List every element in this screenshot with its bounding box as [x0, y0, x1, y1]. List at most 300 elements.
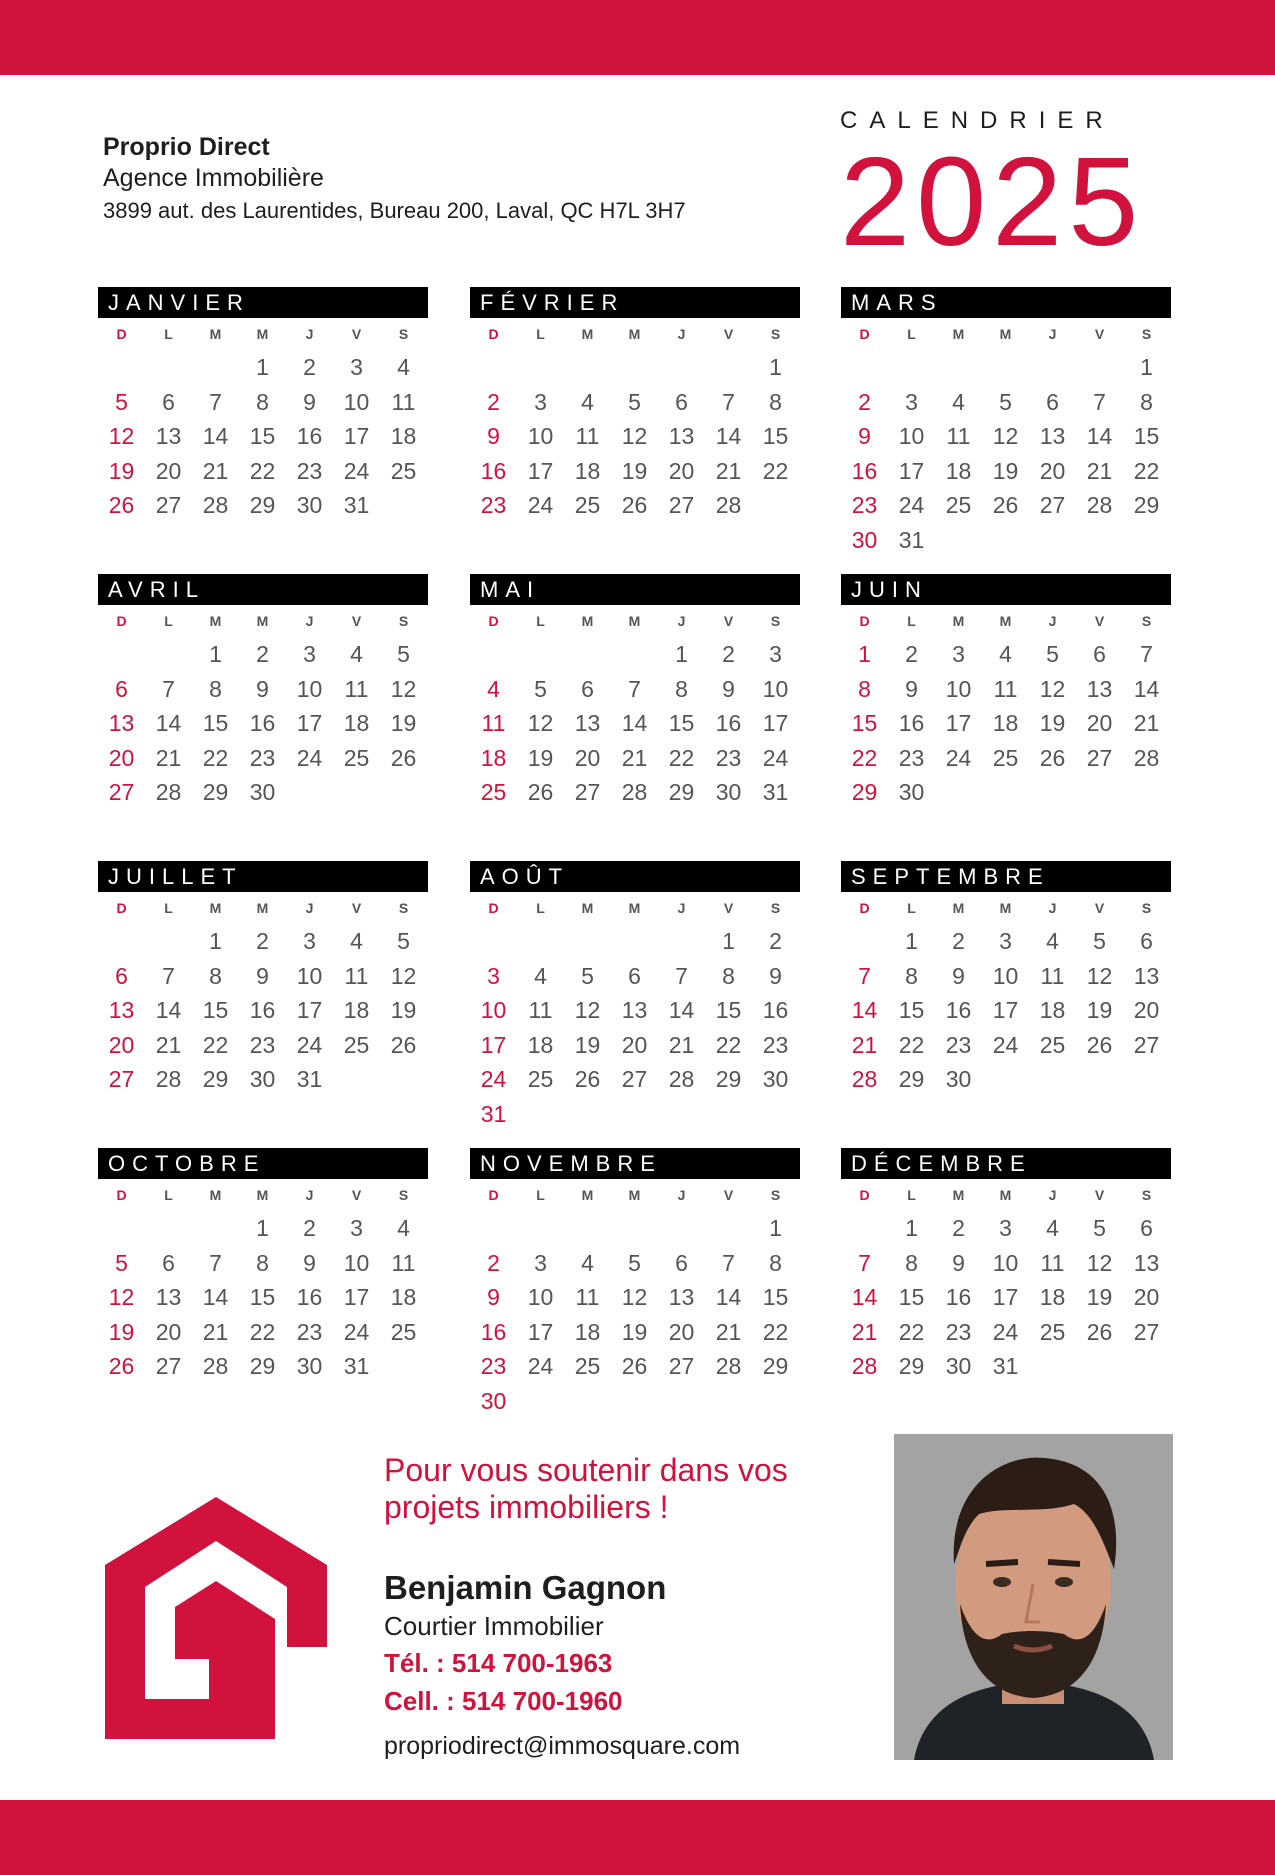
day-number: 21: [155, 744, 182, 771]
day-number: 29: [202, 1066, 229, 1092]
day-number: 10: [480, 997, 507, 1023]
day-number: 3: [303, 928, 316, 954]
day-number: 29: [898, 1066, 925, 1092]
weekday-letter: D: [116, 613, 127, 629]
day-number: 1: [209, 928, 222, 954]
day-number: 5: [999, 388, 1012, 415]
day-number: 19: [621, 1318, 648, 1345]
day-number: 12: [1086, 962, 1113, 989]
day-number: 15: [202, 710, 229, 736]
weekday-letter: M: [209, 326, 222, 342]
day-number: 21: [202, 457, 229, 484]
day-number: 5: [628, 1249, 641, 1276]
day-number: 13: [1086, 675, 1113, 702]
day-number: 9: [256, 962, 269, 989]
day-number: 18: [574, 1318, 601, 1345]
weekday-letter: D: [116, 1187, 127, 1203]
weekday-letter: V: [723, 326, 734, 342]
day-number: 5: [397, 641, 410, 667]
agent-phone: Tél. : 514 700-1963: [384, 1648, 613, 1678]
month-name: SEPTEMBRE: [841, 861, 1171, 892]
weekday-row: [841, 322, 1171, 346]
day-number: 7: [675, 962, 688, 989]
day-number: 18: [343, 997, 370, 1023]
day-number: 18: [390, 423, 417, 449]
day-number: 19: [992, 457, 1019, 484]
calendar-year: 2025: [840, 131, 1145, 272]
day-empty: [98, 1211, 145, 1246]
weekday-letter: V: [1094, 1187, 1105, 1203]
weekday-letter: S: [770, 326, 781, 342]
day-number: 7: [209, 388, 222, 415]
day-number: 21: [202, 1318, 229, 1345]
weekday-row: [98, 1183, 428, 1207]
day-number: 4: [581, 1249, 594, 1276]
weekday-letter: S: [398, 1187, 409, 1203]
day-number: 20: [155, 457, 182, 484]
weekday-letter: M: [999, 326, 1012, 342]
day-number: 3: [905, 388, 918, 415]
weekday-letter: L: [536, 613, 545, 629]
day-number: 4: [397, 354, 410, 380]
day-number: 6: [162, 388, 175, 415]
day-number: 29: [762, 1353, 789, 1379]
day-number: 19: [621, 457, 648, 484]
weekday-letter: D: [488, 613, 499, 629]
day-number: 9: [487, 1284, 500, 1310]
day-number: 2: [256, 928, 269, 954]
month-name: AVRIL: [98, 574, 428, 605]
agent-title: Courtier Immobilier: [384, 1611, 604, 1641]
day-number: 10: [945, 675, 972, 702]
day-empty: [145, 637, 192, 672]
day-number: 16: [851, 457, 878, 484]
day-number: 2: [905, 641, 918, 667]
weekday-letter: L: [907, 1187, 916, 1203]
day-number: 18: [343, 710, 370, 736]
day-number: 13: [108, 997, 135, 1023]
day-number: 14: [715, 1284, 742, 1310]
day-number: 8: [256, 388, 269, 415]
day-number: 22: [898, 1318, 925, 1345]
month-name: JUILLET: [98, 861, 428, 892]
day-number: 4: [350, 641, 363, 667]
month-name: AOÛT: [470, 861, 800, 892]
day-number: 25: [480, 779, 507, 805]
month-block: [470, 861, 800, 1131]
day-number: 5: [1093, 928, 1106, 954]
day-number: 16: [715, 710, 742, 736]
weekday-row: [470, 322, 800, 346]
weekday-letter: S: [1141, 326, 1152, 342]
day-number: 15: [668, 710, 695, 736]
day-number: 31: [343, 492, 370, 518]
day-number: 10: [992, 962, 1019, 989]
agent-email[interactable]: propriodirect@immosquare.com: [384, 1732, 741, 1760]
day-number: 25: [574, 492, 601, 518]
day-empty: [841, 350, 888, 385]
day-number: 28: [202, 1353, 229, 1379]
day-number: 27: [108, 1066, 135, 1092]
day-number: 25: [390, 1318, 417, 1345]
day-number: 23: [945, 1318, 972, 1345]
day-number: 27: [155, 492, 182, 518]
day-number: 2: [487, 388, 500, 415]
day-number: 30: [296, 1353, 323, 1379]
day-number: 13: [621, 997, 648, 1023]
day-number: 7: [162, 962, 175, 989]
day-number: 27: [668, 492, 695, 518]
month-name: JUIN: [841, 574, 1171, 605]
day-number: 13: [1133, 1249, 1160, 1276]
day-number: 9: [769, 962, 782, 989]
day-number: 8: [256, 1249, 269, 1276]
weekday-row: [470, 896, 800, 920]
day-number: 5: [1046, 641, 1059, 667]
day-number: 5: [628, 388, 641, 415]
day-empty: [888, 350, 935, 385]
weekday-letter: V: [351, 326, 362, 342]
day-number: 25: [527, 1066, 554, 1092]
day-number: 1: [209, 641, 222, 667]
day-number: 20: [1086, 710, 1113, 736]
weekday-letter: L: [907, 900, 916, 916]
day-number: 6: [115, 962, 128, 989]
day-number: 9: [952, 962, 965, 989]
agency-block: [103, 132, 686, 228]
weekday-letter: M: [952, 1187, 965, 1203]
day-empty: [1076, 350, 1123, 385]
day-number: 14: [851, 1284, 878, 1310]
month-block: [841, 1148, 1171, 1384]
day-empty: [564, 637, 611, 672]
month-block: [470, 1148, 800, 1418]
day-number: 3: [350, 354, 363, 380]
weekday-row: [841, 1183, 1171, 1207]
day-number: 19: [1086, 997, 1113, 1023]
day-number: 2: [487, 1249, 500, 1276]
day-number: 26: [390, 744, 417, 771]
calendar-header: [840, 106, 1180, 272]
weekday-letter: M: [581, 326, 594, 342]
weekday-letter: J: [1048, 326, 1057, 342]
day-number: 12: [992, 423, 1019, 449]
day-grid: [98, 350, 428, 523]
day-number: 23: [296, 1318, 323, 1345]
day-number: 13: [668, 1284, 695, 1310]
day-number: 22: [668, 744, 695, 771]
day-number: 28: [202, 492, 229, 518]
weekday-letter: M: [209, 1187, 222, 1203]
day-number: 31: [898, 526, 925, 553]
day-empty: [470, 924, 517, 959]
day-number: 12: [108, 1284, 135, 1310]
calendar-label: CALENDRIER: [840, 107, 1115, 134]
day-empty: [98, 637, 145, 672]
day-number: 21: [715, 457, 742, 484]
day-number: 13: [668, 423, 695, 449]
day-number: 6: [628, 962, 641, 989]
day-number: 10: [296, 675, 323, 702]
day-number: 29: [898, 1353, 925, 1379]
day-number: 5: [1093, 1215, 1106, 1241]
day-number: 18: [1039, 1284, 1066, 1310]
weekday-letter: J: [305, 1187, 314, 1203]
weekday-letter: J: [677, 326, 686, 342]
weekday-letter: J: [305, 900, 314, 916]
day-number: 12: [621, 423, 648, 449]
day-number: 8: [209, 962, 222, 989]
day-number: 15: [249, 423, 276, 449]
weekday-letter: L: [164, 613, 173, 629]
day-empty: [982, 350, 1029, 385]
day-number: 23: [249, 744, 276, 771]
day-number: 22: [762, 457, 789, 484]
day-number: 8: [209, 675, 222, 702]
day-number: 21: [668, 1031, 695, 1058]
weekday-letter: J: [1048, 1187, 1057, 1203]
day-number: 25: [1039, 1318, 1066, 1345]
day-grid: [841, 350, 1171, 557]
day-number: 14: [621, 710, 648, 736]
day-number: 15: [762, 423, 789, 449]
day-number: 16: [480, 457, 507, 484]
day-number: 24: [527, 492, 554, 518]
day-number: 18: [945, 457, 972, 484]
day-number: 9: [303, 388, 316, 415]
month-block: [841, 574, 1171, 810]
day-number: 22: [715, 1031, 742, 1058]
day-number: 4: [487, 675, 500, 702]
weekday-letter: L: [907, 326, 916, 342]
weekday-letter: M: [256, 1187, 269, 1203]
day-number: 25: [992, 744, 1019, 771]
day-number: 13: [155, 423, 182, 449]
day-number: 16: [945, 1284, 972, 1310]
month-block: [98, 861, 428, 1097]
day-number: 11: [575, 423, 600, 449]
month-name: JANVIER: [98, 287, 428, 318]
weekday-letter: D: [116, 900, 127, 916]
weekday-letter: M: [209, 900, 222, 916]
day-number: 28: [715, 492, 742, 518]
day-empty: [192, 350, 239, 385]
month-block: [98, 287, 428, 523]
day-number: 2: [303, 1215, 316, 1241]
day-number: 11: [391, 1249, 416, 1276]
day-number: 22: [1133, 457, 1160, 484]
day-number: 17: [992, 1284, 1019, 1310]
weekday-letter: J: [677, 1187, 686, 1203]
day-empty: [517, 1211, 564, 1246]
day-number: 6: [162, 1249, 175, 1276]
day-number: 16: [249, 710, 276, 736]
top-red-band: [0, 0, 1275, 75]
weekday-letter: D: [116, 326, 127, 342]
day-number: 10: [296, 962, 323, 989]
weekday-letter: M: [628, 613, 641, 629]
day-number: 20: [1133, 1284, 1160, 1310]
weekday-letter: L: [164, 1187, 173, 1203]
day-number: 29: [249, 1353, 276, 1379]
day-number: 10: [527, 423, 554, 449]
agent-cell: Cell. : 514 700-1960: [384, 1686, 623, 1716]
day-number: 8: [675, 675, 688, 702]
weekday-letter: D: [488, 326, 499, 342]
day-number: 7: [1140, 641, 1153, 667]
day-number: 5: [115, 1249, 128, 1276]
day-number: 4: [1046, 928, 1059, 954]
day-grid: [470, 350, 800, 523]
day-number: 29: [249, 492, 276, 518]
day-number: 12: [621, 1284, 648, 1310]
weekday-row: [470, 1183, 800, 1207]
weekday-letter: M: [628, 1187, 641, 1203]
day-number: 31: [992, 1353, 1019, 1379]
day-number: 18: [480, 744, 507, 771]
day-grid: [841, 924, 1171, 1097]
day-number: 11: [993, 675, 1018, 702]
day-number: 18: [390, 1284, 417, 1310]
day-empty: [935, 350, 982, 385]
day-empty: [611, 637, 658, 672]
month-block: [98, 574, 428, 810]
day-number: 9: [487, 423, 500, 449]
day-number: 21: [155, 1031, 182, 1058]
day-number: 10: [992, 1249, 1019, 1276]
day-number: 14: [715, 423, 742, 449]
day-number: 23: [762, 1031, 789, 1058]
day-number: 12: [527, 710, 554, 736]
day-number: 12: [1039, 675, 1066, 702]
day-grid: [470, 924, 800, 1131]
day-number: 6: [1140, 928, 1153, 954]
day-number: 2: [256, 641, 269, 667]
day-number: 13: [155, 1284, 182, 1310]
agent-name: Benjamin Gagnon: [384, 1569, 667, 1606]
day-number: 13: [574, 710, 601, 736]
day-number: 6: [1046, 388, 1059, 415]
day-number: 8: [769, 1249, 782, 1276]
day-number: 8: [769, 388, 782, 415]
day-number: 27: [1039, 492, 1066, 518]
day-number: 10: [762, 675, 789, 702]
day-number: 17: [762, 710, 789, 736]
day-number: 11: [1040, 962, 1065, 989]
day-number: 22: [898, 1031, 925, 1058]
day-number: 19: [390, 710, 417, 736]
day-empty: [192, 1211, 239, 1246]
weekday-letter: J: [305, 613, 314, 629]
weekday-letter: D: [859, 326, 870, 342]
day-number: 20: [574, 744, 601, 771]
day-number: 19: [108, 457, 135, 484]
day-number: 30: [851, 526, 878, 553]
day-number: 28: [851, 1066, 878, 1092]
day-number: 24: [945, 744, 972, 771]
day-number: 1: [905, 928, 918, 954]
day-number: 24: [527, 1353, 554, 1379]
day-number: 16: [296, 1284, 323, 1310]
slogan: Pour vous soutenir dans vos projets immobiliers !: [384, 1452, 788, 1525]
day-number: 26: [574, 1066, 601, 1092]
day-grid: [98, 1211, 428, 1384]
day-number: 20: [621, 1031, 648, 1058]
day-number: 17: [527, 457, 554, 484]
weekday-letter: M: [628, 326, 641, 342]
weekday-letter: V: [351, 1187, 362, 1203]
day-empty: [611, 350, 658, 385]
weekday-letter: M: [999, 900, 1012, 916]
weekday-letter: S: [1141, 900, 1152, 916]
day-number: 8: [905, 962, 918, 989]
day-number: 27: [108, 779, 135, 805]
weekday-letter: D: [859, 900, 870, 916]
month-block: [841, 287, 1171, 557]
day-number: 26: [1086, 1031, 1113, 1058]
day-number: 25: [1039, 1031, 1066, 1058]
day-number: 10: [343, 1249, 370, 1276]
day-number: 8: [858, 675, 871, 702]
day-number: 17: [480, 1031, 507, 1058]
day-number: 17: [992, 997, 1019, 1023]
day-number: 30: [480, 1387, 507, 1414]
day-number: 23: [296, 457, 323, 484]
day-number: 20: [1133, 997, 1160, 1023]
month-name: MAI: [470, 574, 800, 605]
day-empty: [705, 1211, 752, 1246]
day-number: 19: [527, 744, 554, 771]
weekday-letter: L: [536, 900, 545, 916]
day-number: 6: [1093, 641, 1106, 667]
weekday-letter: D: [859, 1187, 870, 1203]
day-number: 1: [858, 641, 871, 667]
day-number: 20: [668, 1318, 695, 1345]
day-number: 23: [480, 492, 507, 518]
weekday-letter: V: [1094, 613, 1105, 629]
day-number: 14: [1133, 675, 1160, 702]
day-number: 9: [952, 1249, 965, 1276]
day-number: 17: [343, 423, 370, 449]
day-number: 9: [905, 675, 918, 702]
month-block: [98, 1148, 428, 1384]
day-number: 24: [762, 744, 789, 771]
day-number: 27: [621, 1066, 648, 1092]
day-empty: [564, 1211, 611, 1246]
day-number: 2: [769, 928, 782, 954]
month-block: [470, 287, 800, 523]
agent-contact: [384, 1568, 740, 1764]
weekday-letter: M: [256, 613, 269, 629]
day-number: 9: [858, 423, 871, 449]
day-grid: [470, 1211, 800, 1418]
day-number: 5: [115, 388, 128, 415]
weekday-letter: J: [677, 900, 686, 916]
day-number: 12: [574, 997, 601, 1023]
day-number: 7: [858, 962, 871, 989]
day-number: 10: [898, 423, 925, 449]
agency-name: Proprio Direct: [103, 133, 270, 161]
weekday-letter: M: [952, 613, 965, 629]
day-number: 20: [155, 1318, 182, 1345]
day-number: 30: [249, 779, 276, 805]
day-number: 22: [202, 744, 229, 771]
day-number: 9: [722, 675, 735, 702]
weekday-letter: S: [398, 613, 409, 629]
day-number: 7: [628, 675, 641, 702]
day-number: 20: [108, 1031, 135, 1058]
day-number: 6: [115, 675, 128, 702]
